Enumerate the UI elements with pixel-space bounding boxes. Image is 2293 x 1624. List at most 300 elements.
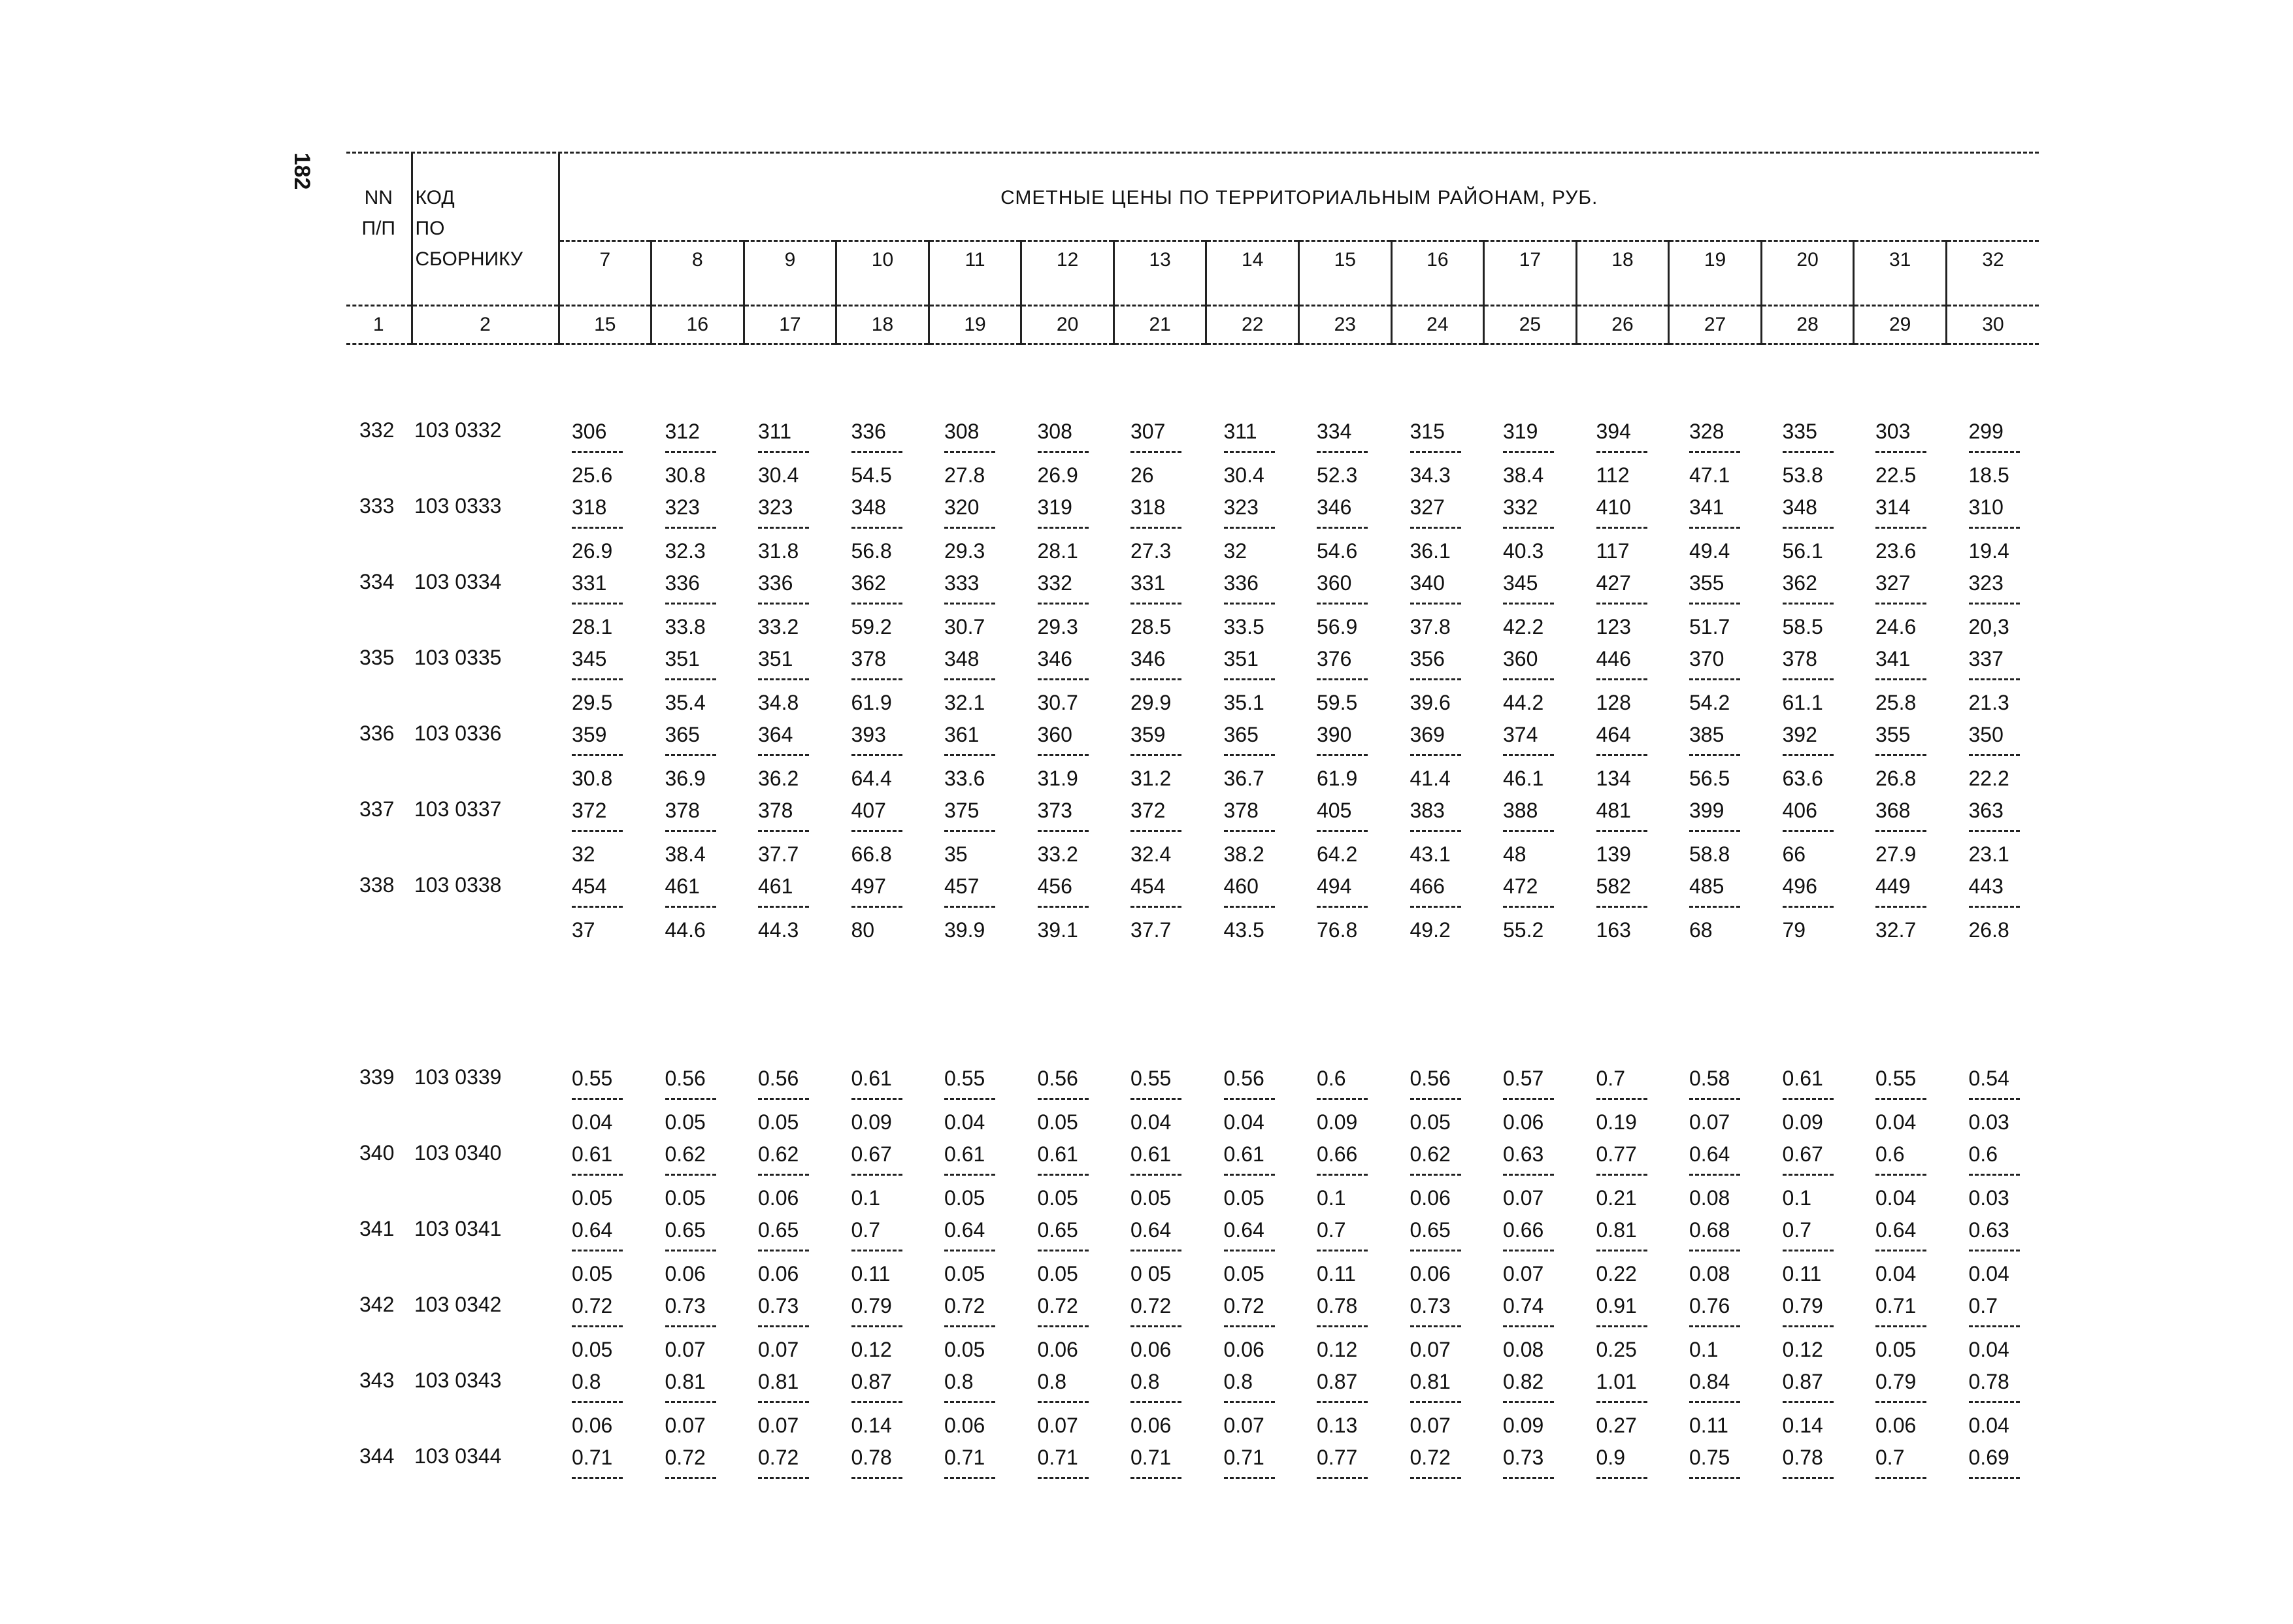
price-cell	[572, 1141, 644, 1211]
fraction-bar	[1503, 830, 1554, 832]
fraction-bar	[1038, 1174, 1089, 1176]
price-subvalue: 128	[1596, 691, 1631, 714]
price-value: 485	[1689, 874, 1724, 898]
price-subvalue: 0.07	[1410, 1338, 1451, 1361]
price-value: 351	[1223, 647, 1259, 671]
price-subvalue: 26	[1130, 463, 1154, 487]
column-index-21: 21	[1114, 306, 1206, 344]
fraction-bar	[572, 1401, 623, 1403]
fraction-bar	[1689, 678, 1740, 680]
price-value: 378	[1223, 799, 1259, 822]
price-subvalue: 64.2	[1317, 842, 1358, 866]
price-cell	[572, 1444, 644, 1488]
price-value: 365	[1223, 723, 1259, 746]
price-subvalue: 0.07	[758, 1338, 799, 1361]
fraction-bar	[665, 603, 716, 605]
price-cell	[1689, 1065, 1761, 1135]
district-spacer	[652, 278, 744, 306]
price-value: 0.71	[572, 1446, 613, 1469]
price-value: 345	[1503, 571, 1538, 595]
price-cell	[1317, 646, 1389, 716]
fraction-bar	[758, 1174, 809, 1176]
price-value: 0.61	[1223, 1142, 1264, 1166]
price-subvalue: 42.2	[1503, 615, 1544, 638]
price-cell	[572, 570, 644, 640]
price-value: 0.56	[1223, 1067, 1264, 1090]
price-subvalue: 37.7	[758, 842, 799, 866]
price-cell	[1410, 646, 1482, 716]
price-subvalue: 39.1	[1037, 918, 1078, 942]
price-cell	[1596, 797, 1668, 867]
price-cell	[1317, 1141, 1389, 1211]
price-value: 0.81	[665, 1370, 706, 1393]
price-value: 0.64	[1130, 1218, 1172, 1242]
price-subvalue: 20,3	[1968, 615, 2009, 638]
price-value: 359	[1130, 723, 1166, 746]
price-subvalue: 0.04	[1223, 1110, 1264, 1134]
price-value: 0.7	[1317, 1218, 1346, 1242]
fraction-bar	[851, 830, 902, 832]
price-value: 311	[1223, 420, 1257, 443]
fraction-bar	[1969, 1477, 2020, 1479]
price-value: 333	[944, 571, 980, 595]
price-cell	[851, 418, 923, 488]
price-subvalue: 59.5	[1317, 691, 1358, 714]
fraction-bar	[758, 1477, 809, 1479]
price-cell	[1503, 1065, 1575, 1135]
fraction-bar	[1875, 754, 1926, 756]
price-subvalue: 52.3	[1317, 463, 1358, 487]
price-subvalue: 134	[1596, 767, 1631, 790]
row-number: 332	[359, 418, 395, 442]
row-number: 336	[359, 721, 395, 745]
price-cell	[758, 1368, 830, 1438]
price-cell	[851, 1217, 923, 1287]
fraction-bar	[1689, 603, 1740, 605]
column-index-20: 20	[1021, 306, 1114, 344]
fraction-bar	[944, 451, 995, 453]
fraction-bar	[1224, 678, 1275, 680]
price-subvalue: 39.9	[944, 918, 985, 942]
price-cell	[1596, 1065, 1668, 1135]
price-cell	[665, 1217, 737, 1287]
district-spacer	[1391, 278, 1484, 306]
price-cell	[758, 1293, 830, 1363]
price-cell	[1969, 1065, 2041, 1135]
district-spacer	[1484, 278, 1577, 306]
price-value: 0.68	[1689, 1218, 1730, 1242]
fraction-bar	[1503, 603, 1554, 605]
price-value: 332	[1037, 571, 1072, 595]
price-subvalue: 0.07	[665, 1414, 706, 1437]
price-value: 323	[1223, 495, 1259, 519]
price-value: 337	[1968, 647, 2004, 671]
price-subvalue: 33.2	[1037, 842, 1078, 866]
price-subvalue: 68	[1689, 918, 1713, 942]
price-value: 0.56	[665, 1067, 706, 1090]
fraction-bar	[944, 603, 995, 605]
price-cell	[1317, 797, 1389, 867]
price-cell	[758, 646, 830, 716]
page-number: 182	[289, 152, 315, 190]
fraction-bar	[1410, 451, 1461, 453]
price-subvalue: 123	[1596, 615, 1631, 638]
price-value: 0.73	[1503, 1446, 1544, 1469]
column-index-17: 17	[744, 306, 836, 344]
price-cell	[944, 1065, 1016, 1135]
district-header-17: 17	[1484, 241, 1577, 279]
row-number: 342	[359, 1293, 395, 1316]
district-spacer	[1669, 278, 1762, 306]
fraction-bar	[1130, 1325, 1181, 1327]
price-value: 0.65	[1410, 1218, 1451, 1242]
fraction-bar	[944, 1174, 995, 1176]
price-cell	[1596, 873, 1668, 943]
price-value: 0.61	[1037, 1142, 1078, 1166]
fraction-bar	[1317, 1477, 1368, 1479]
price-cell	[1130, 721, 1202, 791]
price-value: 0.64	[1875, 1218, 1917, 1242]
price-cell	[1689, 797, 1761, 867]
fraction-bar	[665, 830, 716, 832]
price-value: 362	[1782, 571, 1817, 595]
fraction-bar	[1969, 1401, 2020, 1403]
price-subvalue: 32.4	[1130, 842, 1172, 866]
price-cell	[851, 721, 923, 791]
district-spacer	[744, 278, 836, 306]
fraction-bar	[1038, 830, 1089, 832]
price-value: 0.87	[1782, 1370, 1823, 1393]
table-row	[346, 797, 2039, 873]
price-value: 315	[1410, 420, 1445, 443]
fraction-bar	[1783, 451, 1834, 453]
price-value: 0.66	[1503, 1218, 1544, 1242]
price-subvalue: 66.8	[851, 842, 892, 866]
district-spacer	[1299, 278, 1392, 306]
fraction-bar	[851, 451, 902, 453]
price-value: 388	[1503, 799, 1538, 822]
price-subvalue: 0.05	[1037, 1262, 1078, 1285]
fraction-bar	[1969, 906, 2020, 908]
price-cell	[1317, 721, 1389, 791]
price-cell	[1689, 1293, 1761, 1363]
price-cell	[1130, 570, 1202, 640]
price-cell	[1224, 797, 1296, 867]
price-cell	[1130, 418, 1202, 488]
price-value: 392	[1782, 723, 1817, 746]
price-subvalue: 36.1	[1410, 539, 1451, 563]
price-subvalue: 35	[944, 842, 968, 866]
price-cell	[1969, 570, 2041, 640]
price-subvalue: 0.03	[1968, 1110, 2009, 1134]
price-cell	[1875, 494, 1947, 564]
price-subvalue: 38.4	[665, 842, 706, 866]
price-cell	[1130, 1065, 1202, 1135]
price-cell	[851, 797, 923, 867]
fraction-bar	[944, 906, 995, 908]
fraction-bar	[1224, 527, 1275, 529]
price-cell	[1224, 873, 1296, 943]
price-value: 0.76	[1689, 1294, 1730, 1317]
fraction-bar	[758, 603, 809, 605]
price-cell	[944, 1368, 1016, 1438]
price-value: 0.73	[665, 1294, 706, 1317]
price-subvalue: 28.1	[572, 615, 613, 638]
fraction-bar	[1130, 451, 1181, 453]
price-subvalue: 36.2	[758, 767, 799, 790]
price-cell	[1689, 1444, 1761, 1488]
price-value: 497	[851, 874, 886, 898]
fraction-bar	[851, 1174, 902, 1176]
row-number: 333	[359, 494, 395, 518]
price-value: 0.57	[1503, 1067, 1544, 1090]
fraction-bar	[572, 678, 623, 680]
price-cell	[1503, 1217, 1575, 1287]
price-subvalue: 0.04	[944, 1110, 985, 1134]
price-subvalue: 23.6	[1875, 539, 1917, 563]
fraction-bar	[1317, 1325, 1368, 1327]
price-cell	[851, 873, 923, 943]
district-header-20: 20	[1761, 241, 1854, 279]
price-value: 0.9	[1596, 1446, 1625, 1469]
spacer-cell	[559, 154, 2039, 180]
price-cell	[1317, 570, 1389, 640]
row-code: 103 0338	[414, 873, 502, 897]
price-value: 351	[665, 647, 700, 671]
price-cell	[758, 873, 830, 943]
fraction-bar	[1875, 1098, 1926, 1100]
fraction-bar	[572, 754, 623, 756]
price-subvalue: 32.3	[665, 539, 706, 563]
fraction-bar	[1503, 1477, 1554, 1479]
price-cell	[1689, 570, 1761, 640]
nn-label: NN	[364, 187, 393, 208]
price-value: 350	[1968, 723, 2004, 746]
price-subvalue: 61.9	[851, 691, 892, 714]
price-value: 314	[1875, 495, 1911, 519]
price-value: 308	[1037, 420, 1072, 443]
column-index-25: 25	[1484, 306, 1577, 344]
price-subvalue: 0.04	[1875, 1262, 1917, 1285]
fraction-bar	[851, 1250, 902, 1251]
price-value: 378	[758, 799, 793, 822]
column-index-27: 27	[1669, 306, 1762, 344]
fraction-bar	[665, 678, 716, 680]
price-subvalue: 18.5	[1968, 463, 2009, 487]
price-subvalue: 59.2	[851, 615, 892, 638]
price-cell	[1317, 1217, 1389, 1287]
price-value: 427	[1596, 571, 1631, 595]
price-subvalue: 0.05	[1130, 1186, 1172, 1210]
price-value: 336	[665, 571, 700, 595]
price-cell	[758, 721, 830, 791]
price-subvalue: 0.04	[1968, 1262, 2009, 1285]
price-value: 0.66	[1317, 1142, 1358, 1166]
price-value: 446	[1596, 647, 1631, 671]
fraction-bar	[758, 527, 809, 529]
price-cell	[1317, 418, 1389, 488]
price-subvalue: 30.7	[1037, 691, 1078, 714]
table-row	[346, 646, 2039, 721]
price-cell	[851, 646, 923, 716]
fraction-bar	[1689, 1477, 1740, 1479]
price-value: 0.8	[1223, 1370, 1253, 1393]
price-subvalue: 22.5	[1875, 463, 1917, 487]
price-subvalue: 0.07	[1503, 1262, 1544, 1285]
fraction-bar	[1130, 678, 1181, 680]
price-cell	[944, 418, 1016, 488]
price-value: 341	[1875, 647, 1911, 671]
price-cell	[944, 873, 1016, 943]
district-header-14: 14	[1206, 241, 1299, 279]
fraction-bar	[1410, 754, 1461, 756]
price-cell	[944, 1444, 1016, 1488]
fraction-bar	[572, 906, 623, 908]
price-cell	[851, 1065, 923, 1135]
price-value: 0.54	[1968, 1067, 2009, 1090]
fraction-bar	[1969, 603, 2020, 605]
district-header-18: 18	[1576, 241, 1669, 279]
price-value: 362	[851, 571, 886, 595]
price-cell	[1038, 1368, 1110, 1438]
district-header-8: 8	[652, 241, 744, 279]
price-subvalue: 55.2	[1503, 918, 1544, 942]
column-index-28: 28	[1761, 306, 1854, 344]
fraction-bar	[1596, 1477, 1647, 1479]
price-value: 457	[944, 874, 980, 898]
price-subvalue: 0.04	[1875, 1110, 1917, 1134]
row-code: 103 0334	[414, 570, 502, 593]
price-subvalue: 0.07	[758, 1414, 799, 1437]
price-cell	[944, 721, 1016, 791]
fraction-bar	[758, 1250, 809, 1251]
price-value: 0.79	[1782, 1294, 1823, 1317]
price-subvalue: 0.05	[758, 1110, 799, 1134]
price-cell	[1783, 1293, 1855, 1363]
price-cell	[1875, 1368, 1947, 1438]
fraction-bar	[851, 1325, 902, 1327]
fraction-bar	[1875, 451, 1926, 453]
price-subvalue: 0.05	[944, 1338, 985, 1361]
price-cell	[1317, 1444, 1389, 1488]
row-code: 103 0341	[414, 1217, 502, 1240]
price-subvalue: 0.05	[1875, 1338, 1917, 1361]
fraction-bar	[1596, 678, 1647, 680]
district-header-11: 11	[929, 241, 1021, 279]
row-number: 340	[359, 1141, 395, 1165]
price-subvalue: 32	[572, 842, 595, 866]
price-cell	[1038, 1217, 1110, 1287]
fraction-bar	[851, 754, 902, 756]
table-row	[346, 1444, 2039, 1520]
price-cell	[1596, 721, 1668, 791]
row-code: 103 0335	[414, 646, 502, 669]
price-value: 336	[851, 420, 886, 443]
fraction-bar	[1596, 754, 1647, 756]
price-subvalue: 0.08	[1689, 1262, 1730, 1285]
code-label-3: СБОРНИКУ	[412, 241, 559, 279]
fraction-bar	[758, 678, 809, 680]
fraction-bar	[1596, 906, 1647, 908]
fraction-bar	[1783, 830, 1834, 832]
price-value: 390	[1317, 723, 1352, 746]
price-value: 365	[665, 723, 700, 746]
row-number: 335	[359, 646, 395, 669]
table-title: СМЕТНЫЕ ЦЕНЫ ПО ТЕРРИТОРИАЛЬНЫМ РАЙОНАМ, РУБ.	[559, 180, 2039, 216]
column-index-22: 22	[1206, 306, 1299, 344]
price-value: 0.65	[758, 1218, 799, 1242]
col1-index: 1	[346, 306, 412, 344]
price-subvalue: 0.27	[1596, 1414, 1637, 1437]
price-value: 0.87	[1317, 1370, 1358, 1393]
price-cell	[758, 1141, 830, 1211]
price-value: 0.71	[1037, 1446, 1078, 1469]
price-value: 0.77	[1596, 1142, 1637, 1166]
price-value: 334	[1317, 420, 1352, 443]
price-subvalue: 56.9	[1317, 615, 1358, 638]
fraction-bar	[1038, 906, 1089, 908]
row-code: 103 0342	[414, 1293, 502, 1316]
price-value: 335	[1782, 420, 1817, 443]
price-cell	[1783, 1065, 1855, 1135]
price-subvalue: 112	[1596, 463, 1630, 487]
fraction-bar	[851, 1477, 902, 1479]
price-cell	[1130, 1444, 1202, 1488]
price-value: 0.55	[944, 1067, 985, 1090]
price-subvalue: 28.5	[1130, 615, 1172, 638]
price-cell	[1503, 721, 1575, 791]
fraction-bar	[1224, 1098, 1275, 1100]
table-row	[346, 1293, 2039, 1368]
price-value: 346	[1037, 647, 1072, 671]
price-value: 328	[1689, 420, 1724, 443]
price-value: 351	[758, 647, 793, 671]
price-subvalue: 0.05	[944, 1262, 985, 1285]
district-header-16: 16	[1391, 241, 1484, 279]
price-subvalue: 30.4	[1223, 463, 1264, 487]
price-cell	[1875, 721, 1947, 791]
fraction-bar	[572, 1325, 623, 1327]
fraction-bar	[1503, 1098, 1554, 1100]
price-value: 308	[944, 420, 980, 443]
price-value: 336	[1223, 571, 1259, 595]
price-value: 378	[665, 799, 700, 822]
price-cell	[1224, 494, 1296, 564]
fraction-bar	[944, 1477, 995, 1479]
price-cell	[851, 494, 923, 564]
price-cell	[1875, 873, 1947, 943]
price-value: 383	[1410, 799, 1445, 822]
district-header-10: 10	[836, 241, 929, 279]
price-subvalue: 56.1	[1782, 539, 1823, 563]
price-value: 369	[1410, 723, 1445, 746]
price-subvalue: 0.05	[665, 1110, 706, 1134]
row-code: 103 0332	[414, 418, 502, 442]
price-cell	[1224, 721, 1296, 791]
price-cell	[665, 646, 737, 716]
price-subvalue: 0.06	[758, 1186, 799, 1210]
price-value: 0.65	[1037, 1218, 1078, 1242]
row-number: 339	[359, 1065, 395, 1089]
price-subvalue: 61.1	[1782, 691, 1823, 714]
price-subvalue: 27.9	[1875, 842, 1917, 866]
price-value: 376	[1317, 647, 1352, 671]
fraction-bar	[1596, 1401, 1647, 1403]
fraction-bar	[1969, 754, 2020, 756]
district-spacer	[1946, 278, 2039, 306]
price-subvalue: 36.7	[1223, 767, 1264, 790]
fraction-bar	[1224, 1250, 1275, 1251]
